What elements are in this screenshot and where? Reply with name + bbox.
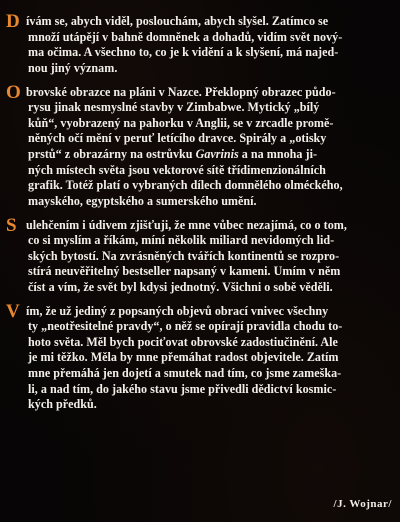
text-line: mne přemáhá jen dojetí a smutek nad tím, co jsme zameška- [28, 366, 342, 381]
text-line: kůň“, vyobrazený na pahorku v Anglii, se v zrcadle promě- [28, 115, 334, 130]
paragraph-1 [6, 11, 388, 76]
paragraph-4 [6, 300, 388, 413]
text-line: ma očima. A všechno to, co je k vidění a k slyšení, má najed- [28, 45, 339, 60]
text-line: ulehčením i údivem zjišťuji, že mne vůbec nezajímá, co o tom, [26, 217, 347, 232]
text-line: kých předků. [28, 397, 97, 412]
author-signature: /J. Wojnar/ [333, 498, 392, 510]
dropcap-letter: O [6, 81, 21, 103]
text-line [6, 147, 388, 163]
text-line: brovské obrazce na pláni v Nazce. Překlopný obrazec půdo- [26, 84, 336, 99]
text-line: je mi těžko. Měla by mne přemáhat radost objevitele. Zatím [28, 350, 339, 365]
text-line: grafik. Totéž platí o vybraných dílech domnělého olméckého, [28, 178, 343, 193]
text-line: nou jiný význam. [28, 60, 118, 75]
text-line: ím, že už jediný z popsaných objevů obrací vnivec všechny [26, 303, 329, 318]
text-segment: a na mnoha ji- [238, 146, 318, 161]
text-line: hoto světa. Měl bych pociťovat obrovské zadostiučinění. Ale [28, 334, 338, 349]
text-line: ských bytostí. Na zvrásněných tvářích kontinentů se rozpro- [28, 248, 340, 263]
article-body [6, 11, 388, 413]
text-line: li, a nad tím, do jakého stavu jsme přivedli dědictví kosmic- [28, 381, 337, 396]
text-line: číst a vím, že svět byl kdysi jednotný. Všichni o sobě věděli. [28, 279, 333, 294]
italic-place-name: Gavrinis [195, 146, 239, 161]
text-line: stírá neuvěřitelný bestseller napsaný v kameni. Umím v něm [28, 264, 341, 279]
text-line: co si myslím a říkám, míní několik miliard nevidomých lid- [28, 233, 335, 248]
dropcap-letter: D [6, 11, 20, 32]
text-line: rysu jinak nesmyslné stavby v Zimbabwe. Mytický „bílý [28, 100, 320, 115]
paragraph-3 [6, 214, 388, 296]
text-line: ívám se, abych viděl, poslouchám, abych slyšel. Zatímco se [26, 14, 329, 28]
text-line: ných místech světa jsou vektorové sítě třídimenzionálních [28, 162, 326, 177]
text-line: množí utápějí v bahně domněnek a dohadů, vidím svět nový- [28, 29, 343, 44]
text-line: ty „neotřesitelné pravdy“, o něž se opírají pravidla chodu to- [28, 319, 343, 334]
paragraph-2 [6, 81, 388, 210]
dropcap-letter: V [6, 300, 20, 322]
text-line: něných očí mění v peruť letícího dravce. Spirály a „otisky [28, 131, 327, 146]
text-line: mayského, egyptského a sumerského umění. [28, 193, 257, 208]
dropcap-letter: S [6, 214, 17, 236]
text-segment: prstů“ z obrazárny na ostrůvku [28, 146, 196, 161]
